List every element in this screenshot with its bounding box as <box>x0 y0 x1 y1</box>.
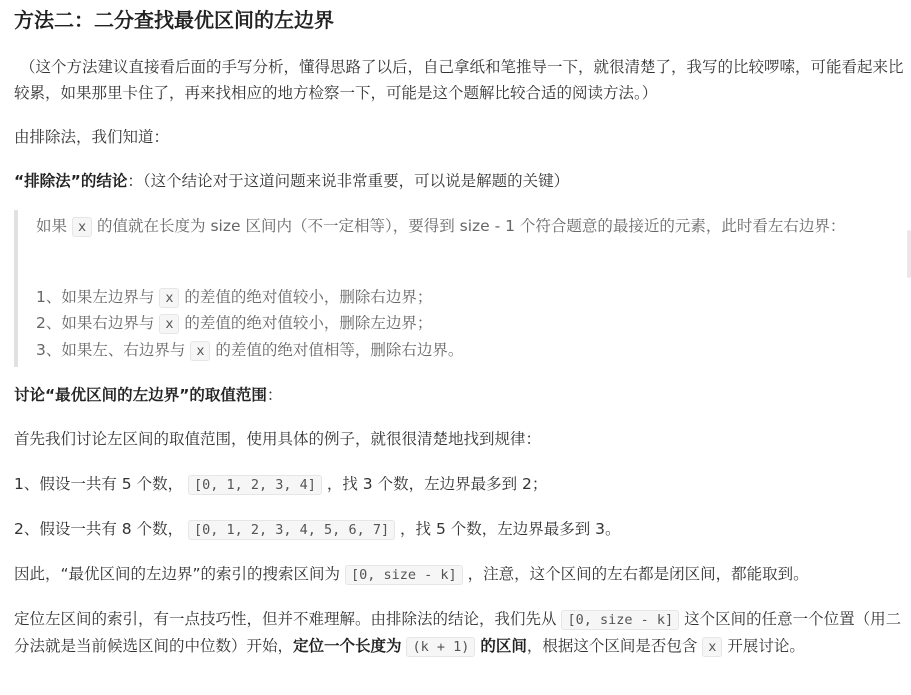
paragraph-text: ，根据这个区间是否包含 <box>526 637 698 655</box>
inline-code-x: x <box>159 288 179 308</box>
locate-bold-2: 的区间 <box>480 637 527 655</box>
therefore-paragraph <box>14 561 906 588</box>
paragraph-text: ，注意，这个区间的左右都是闭区间，都能取到。 <box>467 565 809 583</box>
quote-text: 如果 <box>36 217 68 235</box>
paragraph-text: 定位左区间的索引，有一点技巧性，但并不难理解。由排除法的结论，我们先从 <box>14 610 557 628</box>
section-title: 方法二：二分查找最优区间的左边界 <box>14 8 334 32</box>
quote-intro <box>36 213 888 240</box>
blockquote <box>14 210 892 367</box>
paragraph-text: 开展讨论。 <box>727 637 805 655</box>
quote-item-1 <box>36 284 888 311</box>
inline-code-length: (k + 1) <box>406 637 475 657</box>
inline-code-x: x <box>72 217 92 237</box>
example-1 <box>14 471 906 498</box>
locate-paragraph <box>14 606 906 660</box>
inline-code-x: x <box>159 314 179 334</box>
quote-text: 的差值的绝对值较小，删除右边界； <box>184 288 433 306</box>
inline-code-range: [0, size - k] <box>561 610 679 630</box>
example-2 <box>14 516 906 543</box>
first-paragraph: 首先我们讨论左区间的取值范围，使用具体的例子，就很很清楚地找到规律： <box>14 430 542 448</box>
quote-text: 的差值的绝对值较小，删除左边界； <box>184 314 433 332</box>
conclusion-bold: “排除法”的结论 <box>14 172 128 190</box>
quote-text: 1、如果左边界与 <box>36 288 155 306</box>
paragraph-text: 因此，“最优区间的左边界”的索引的搜索区间为 <box>14 565 341 583</box>
quote-item-2 <box>36 310 888 337</box>
by-elimination-paragraph: 由排除法，我们知道： <box>14 128 170 146</box>
locate-bold-1: 定位一个长度为 <box>293 637 402 655</box>
quote-text: 3、如果左、右边界与 <box>36 341 186 359</box>
inline-code-range: [0, size - k] <box>345 565 463 585</box>
quote-text: 的差值的绝对值相等，删除右边界。 <box>215 341 464 359</box>
inline-code-array: [0, 1, 2, 3, 4, 5, 6, 7] <box>188 520 395 540</box>
quote-text: 2、如果右边界与 <box>36 314 155 332</box>
inline-code-x: x <box>190 341 210 361</box>
example-text: 1、假设一共有 5 个数， <box>14 475 184 493</box>
discuss-heading <box>14 382 906 408</box>
example-text: 2、假设一共有 8 个数， <box>14 520 184 538</box>
quote-item-3 <box>36 337 888 364</box>
discuss-bold: 讨论“最优区间的左边界”的取值范围 <box>14 386 267 404</box>
example-text: ，找 5 个数，左边界最多到 3。 <box>400 520 621 538</box>
inline-code-x: x <box>702 637 722 657</box>
intro-paragraph: （这个方法建议直接看后面的手写分析，懂得思路了以后，自己拿纸和笔推导一下，就很清楚了，我写的比较啰嗦，可能看起来比较累，如果那里卡住了，再来找相应的地方检察一下，可能是这个题解比较合适的阅读方法。） <box>14 58 904 102</box>
discuss-text: ： <box>266 386 283 404</box>
paragraph-text: 这个区间的任意一个位置（用二分法就是当前候选区间的中位数）开始， <box>14 610 902 655</box>
inline-code-array: [0, 1, 2, 3, 4] <box>188 475 322 495</box>
scrollbar-thumb[interactable] <box>907 230 911 278</box>
example-text: ，找 3 个数，左边界最多到 2； <box>326 475 548 493</box>
quote-text: 的值就在长度为 size 区间内（不一定相等），要得到 size - 1 个符合题意的最接近的元素，此时看左右边界： <box>97 217 846 235</box>
conclusion-text: ：（这个结论对于这道问题来说非常重要，可以说是解题的关键） <box>127 172 570 190</box>
conclusion-paragraph <box>14 168 906 194</box>
